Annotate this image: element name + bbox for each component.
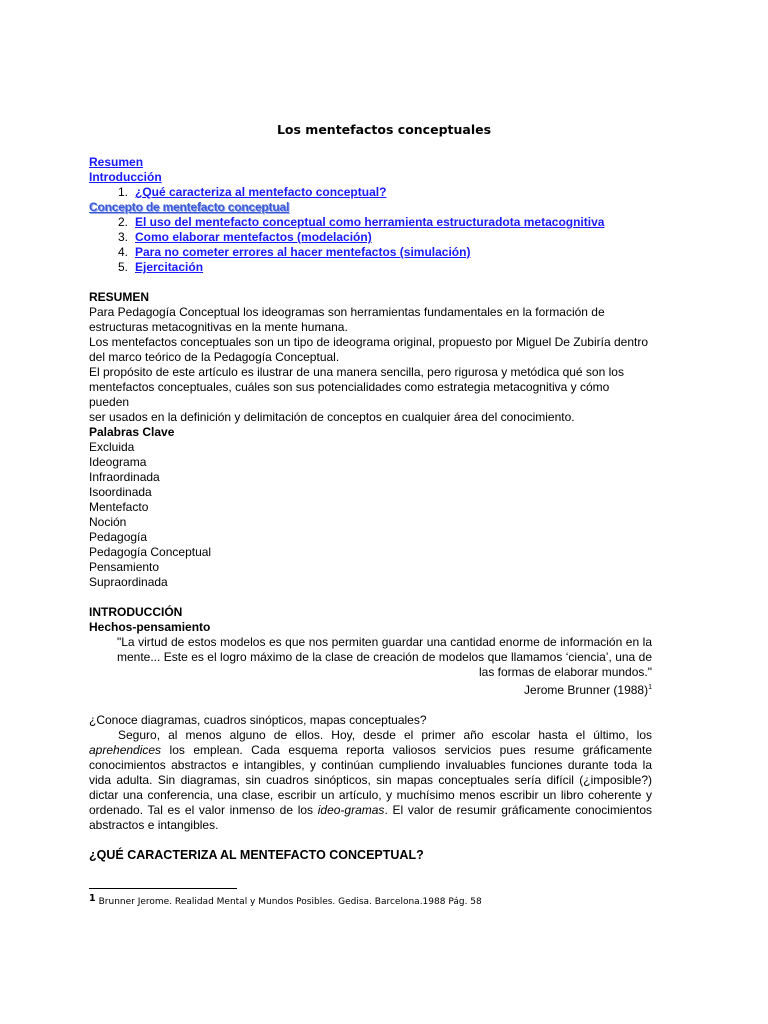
- resumen-line: ser usados en la definición y delimitación de conceptos en cualquier área del conocimiento.: [89, 410, 575, 424]
- intro-emphasis: ideo-gramas: [317, 803, 385, 817]
- toc-row-2: [89, 215, 652, 230]
- resumen-line: Los mentefactos conceptuales son un tipo de ideograma original, propuesto por Miguel De Zubiría dentro: [89, 335, 649, 349]
- toc-link-resumen[interactable]: Resumen: [89, 155, 144, 169]
- intro-text: Seguro, al menos alguno de ellos. Hoy, desde el primer año escolar hasta el último, los: [118, 728, 652, 742]
- toc-row-5: [89, 260, 652, 275]
- keyword-item: Isoordinada: [89, 485, 152, 499]
- toc-link-introduccion[interactable]: Introducción: [89, 170, 162, 184]
- intro-question: ¿Conoce diagramas, cuadros sinópticos, mapas conceptuales?: [89, 713, 427, 727]
- resumen-line: estructuras metacognitivas en la mente humana.: [89, 320, 348, 334]
- footnote-text: Brunner Jerome. Realidad Mental y Mundos Posibles. Gedisa. Barcelona.1988 Pág. 58: [98, 897, 482, 907]
- toc-number: 1.: [117, 185, 128, 199]
- resumen-line: del marco teórico de la Pedagogía Conceptual.: [89, 350, 340, 364]
- toc-link-ejercitacion[interactable]: Ejercitación: [135, 260, 204, 274]
- keyword-item: Noción: [89, 515, 127, 529]
- keyword-item: Supraordinada: [89, 575, 168, 589]
- toc-number: 4.: [117, 245, 128, 259]
- resumen-section: [89, 290, 652, 425]
- toc-link-que-caracteriza[interactable]: ¿Qué caracteriza al mentefacto conceptual?: [135, 185, 387, 199]
- resumen-line: El propósito de este artículo es ilustrar de una manera sencilla, pero rigurosa y metódica qué son los: [89, 365, 624, 379]
- toc-link-como-elaborar[interactable]: Como elaborar mentefactos (modelación): [135, 230, 372, 244]
- intro-emphasis: aprehendices: [89, 743, 162, 757]
- toc-number: 3.: [117, 230, 128, 244]
- section-heading-que-caracteriza: ¿QUÉ CARACTERIZA AL MENTEFACTO CONCEPTUAL?: [89, 848, 424, 862]
- toc-row-3: [89, 230, 652, 245]
- resumen-line: mentefactos conceptuales, cuáles son sus potencialidades como estrategia metacognitiva y cómo pueden: [89, 380, 610, 409]
- keyword-item: Pensamiento: [89, 560, 160, 574]
- intro-text: . El valor de resumir gráficamente conocimientos abstractos e intangibles.: [89, 803, 652, 832]
- keyword-item: Pedagogía: [89, 530, 148, 544]
- quote-author: [89, 680, 652, 698]
- footnote-ref[interactable]: 1: [648, 684, 652, 691]
- introduccion-section: [89, 605, 652, 863]
- footnote: [89, 893, 482, 907]
- toc-link-concepto[interactable]: Concepto de mentefacto conceptual: [89, 200, 290, 214]
- document-body: [89, 155, 652, 863]
- epigraph-quote: "La virtud de estos modelos es que nos permiten guardar una cantidad enorme de información en la mente... Este es el logro máximo de la clase de creación de modelos que llamamos ‘ciencia’, una de las formas de elaborar mundos.": [117, 635, 652, 679]
- intro-text: los emplean. Cada esquema reporta valiosos servicios pues resume gráficamente conocimientos abstractos e intangibles, y continúan cumpliendo invaluables funciones durante toda la vida adulta. Sin diagramas, sin cuadros sinópticos, sin mapas conceptuales sería difícil (¿imposible?) dictar una conferencia, una clase, escribir un artículo, y muchísimo menos escribir un libro coherente y ordenado. Tal es el valor inmenso de los: [89, 743, 652, 817]
- footnote-number: 1: [89, 893, 96, 904]
- footnote-divider: [89, 888, 237, 889]
- toc-row-1: [89, 185, 652, 200]
- table-of-contents: [89, 155, 652, 275]
- hechos-pensamiento-heading: Hechos-pensamiento: [89, 620, 211, 634]
- intro-paragraph: [89, 728, 652, 833]
- toc-number: 2.: [117, 215, 128, 229]
- keyword-item: Excluida: [89, 440, 135, 454]
- toc-link-uso-mentefacto[interactable]: El uso del mentefacto conceptual como herramienta estructuradota metacognitiva: [135, 215, 605, 229]
- document-title: Los mentefactos conceptuales: [276, 122, 492, 137]
- keyword-item: Infraordinada: [89, 470, 160, 484]
- quote-author-name: Jerome Brunner (1988): [524, 683, 649, 697]
- keywords-section: [89, 425, 652, 590]
- keyword-item: Ideograma: [89, 455, 147, 469]
- resumen-heading: RESUMEN: [89, 290, 150, 304]
- keyword-item: Pedagogía Conceptual: [89, 545, 212, 559]
- toc-number: 5.: [117, 260, 128, 274]
- introduccion-heading: INTRODUCCIÓN: [89, 605, 183, 619]
- toc-link-no-cometer-errores[interactable]: Para no cometer errores al hacer mentefactos (simulación): [135, 245, 471, 259]
- resumen-line: Para Pedagogía Conceptual los ideogramas son herramientas fundamentales en la formación de: [89, 305, 605, 319]
- toc-row-4: [89, 245, 652, 260]
- keyword-item: Mentefacto: [89, 500, 149, 514]
- keywords-heading: Palabras Clave: [89, 425, 175, 439]
